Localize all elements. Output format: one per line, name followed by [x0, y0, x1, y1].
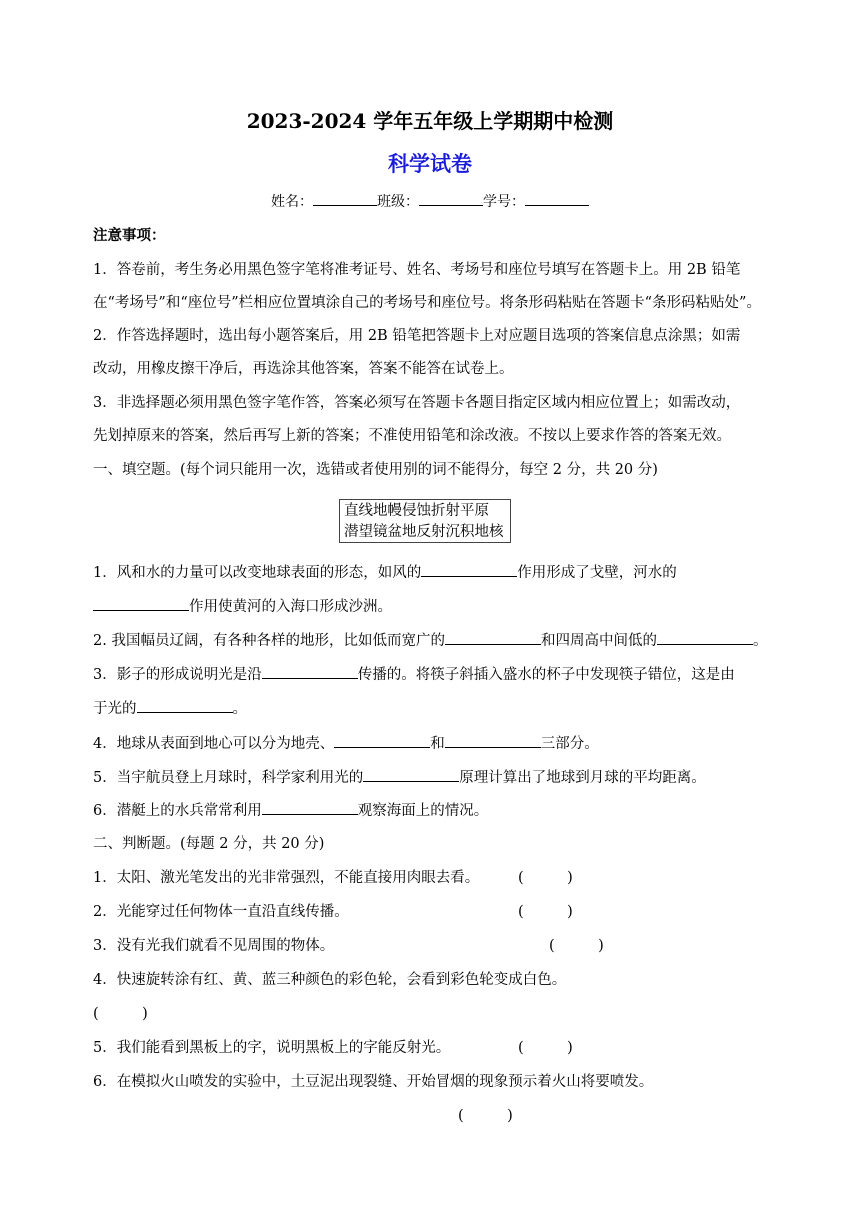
- question-text: 6．潜艇上的水兵常常利用: [93, 803, 262, 819]
- question-text: 1．太阳、激光笔发出的光非常强烈，不能直接用肉眼去看。: [93, 870, 480, 886]
- word-bank: [339, 499, 511, 543]
- exam-title: 2023-2024 学年五年级上学期期中检测: [246, 109, 614, 133]
- question-text: 三部分。: [540, 736, 599, 752]
- answer-blank[interactable]: [93, 596, 189, 611]
- judge-question-6: [93, 1072, 653, 1092]
- fill-question-1-cont: [93, 596, 392, 617]
- question-text: 4．地球从表面到地心可以分为地壳、: [93, 736, 335, 752]
- section1-heading: 一、填空题。(每个词只能用一次，选错或者使用别的词不能得分，每空 2 分，共 20 分): [93, 462, 658, 478]
- notice-line: 改动，用橡皮擦干净后，再选涂其他答案，答案不能答在试卷上。: [93, 361, 514, 377]
- question-text: 2．光能穿过任何物体一直沿直线传播。: [93, 904, 349, 920]
- name-label: 姓名：: [271, 194, 313, 210]
- id-blank[interactable]: [525, 191, 589, 206]
- answer-blank[interactable]: [363, 767, 459, 782]
- answer-blank[interactable]: [445, 630, 541, 645]
- answer-paren[interactable]: ( ): [518, 870, 573, 886]
- answer-blank[interactable]: [262, 664, 358, 679]
- word-bank-line: 潜望镜盆地反射沉积地核: [344, 524, 504, 540]
- answer-blank[interactable]: [334, 733, 430, 748]
- answer-paren[interactable]: ( ): [549, 938, 604, 954]
- notice-line: 2．作答选择题时，选出每小题答案后，用 2B 铅笔把答题卡上对应题目选项的答案信息点涂黑；如需: [93, 328, 741, 344]
- class-label: 班级：: [377, 194, 419, 210]
- answer-paren[interactable]: ( ): [518, 904, 573, 920]
- answer-paren[interactable]: ( ): [518, 1040, 573, 1056]
- question-text: 作用使黄河的入海口形成沙洲。: [189, 599, 392, 615]
- question-text: 观察海面上的情况。: [357, 803, 489, 819]
- fill-question-4: [93, 733, 599, 754]
- name-blank[interactable]: [313, 191, 377, 206]
- answer-paren[interactable]: ( ): [93, 1006, 148, 1022]
- question-text: 5．当宇航员登上月球时，科学家利用光的: [93, 770, 364, 786]
- notice-line: 3．非选择题必须用黑色签字笔作答，答案必须写在答题卡各题目指定区域内相应位置上；如需改动，: [93, 395, 741, 411]
- question-text: 。: [232, 701, 247, 717]
- notice-heading: 注意事项：: [93, 227, 166, 244]
- answer-blank[interactable]: [445, 733, 541, 748]
- answer-blank[interactable]: [262, 800, 358, 815]
- question-text: 作用形成了戈壁，河水的: [517, 565, 677, 581]
- judge-question-5: [93, 1038, 450, 1058]
- fill-question-3-cont: [93, 698, 247, 719]
- class-blank[interactable]: [419, 191, 483, 206]
- notice-line: 在“考场号”和“座位号”栏相应位置填涂自己的考场号和座位号。将条形码粘贴在答题卡“条形码粘贴处”。: [93, 295, 761, 311]
- question-text: 3．没有光我们就看不见周围的物体。: [93, 938, 335, 954]
- answer-blank[interactable]: [421, 562, 517, 577]
- student-info-row: [0, 191, 860, 211]
- judge-question-1: [93, 868, 479, 888]
- judge-question-2: [93, 902, 349, 922]
- question-text: 1．风和水的力量可以改变地球表面的形态，如风的: [93, 565, 422, 581]
- question-text: 于光的: [93, 701, 137, 717]
- fill-question-3: [93, 664, 735, 685]
- notice-line: 先划掉原来的答案，然后再写上新的答案；不准使用铅笔和涂改液。不按以上要求作答的答案无效。: [93, 428, 731, 444]
- question-text: 原理计算出了地球到月球的平均距离。: [459, 770, 706, 786]
- notice-line: 1．答卷前，考生务必用黑色签字笔将准考证号、姓名、考场号和座位号填写在答题卡上。用 2B 铅笔: [93, 262, 741, 278]
- fill-question-6: [93, 800, 488, 821]
- answer-blank[interactable]: [657, 630, 753, 645]
- judge-question-3: [93, 936, 334, 956]
- answer-paren[interactable]: ( ): [458, 1108, 513, 1124]
- question-text: 6．在模拟火山喷发的实验中，土豆泥出现裂缝、开始冒烟的现象预示着火山将要喷发。: [93, 1074, 654, 1090]
- word-bank-line: 直线地幔侵蚀折射平原: [344, 503, 489, 519]
- question-text: 传播的。将筷子斜插入盛水的杯子中发现筷子错位，这是由: [357, 667, 735, 683]
- question-text: 和四周高中间低的: [540, 633, 657, 649]
- question-text: 和: [430, 736, 445, 752]
- question-text: 3．影子的形成说明光是沿: [93, 667, 262, 683]
- fill-question-1: [93, 562, 677, 583]
- exam-subtitle: 科学试卷: [388, 152, 472, 176]
- question-text: 5．我们能看到黑板上的字，说明黑板上的字能反射光。: [93, 1040, 451, 1056]
- fill-question-2: [93, 630, 767, 651]
- fill-question-5: [93, 767, 706, 788]
- question-text: 4．快速旋转涂有红、黄、蓝三种颜色的彩色轮，会看到彩色轮变成白色。: [93, 972, 567, 988]
- judge-question-4: [93, 970, 566, 990]
- answer-blank[interactable]: [137, 698, 233, 713]
- question-text: 2. 我国幅员辽阔，有各种各样的地形，比如低而宽广的: [93, 633, 445, 649]
- section2-heading: 二、判断题。(每题 2 分，共 20 分): [93, 836, 325, 852]
- question-text: 。: [752, 633, 768, 649]
- id-label: 学号：: [483, 194, 525, 210]
